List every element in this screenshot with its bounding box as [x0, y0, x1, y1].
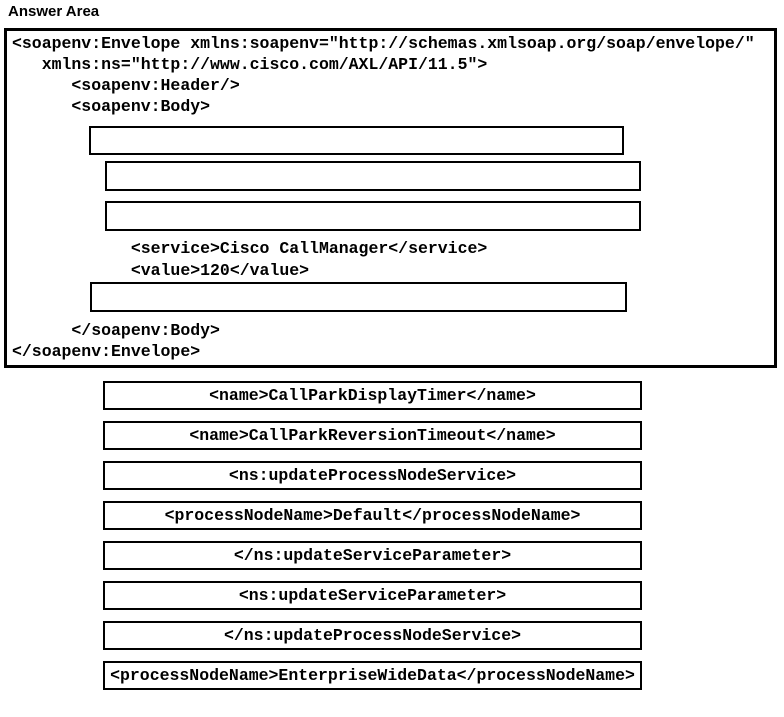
drag-options-list [103, 381, 642, 701]
code-line-body-close: </soapenv:Body> [12, 321, 220, 340]
drag-option-3[interactable]: <ns:updateProcessNodeService> [103, 461, 642, 490]
code-line-value: <value>120</value> [12, 261, 310, 280]
drag-option-5[interactable]: </ns:updateServiceParameter> [103, 541, 642, 570]
code-line-body-open: <soapenv:Body> [12, 97, 211, 116]
drag-option-7[interactable]: </ns:updateProcessNodeService> [103, 621, 642, 650]
drag-option-1[interactable]: <name>CallParkDisplayTimer</name> [103, 381, 642, 410]
drop-slot-1[interactable] [89, 126, 624, 155]
drop-slot-2[interactable] [105, 161, 641, 191]
code-line-header: <soapenv:Header/> [12, 76, 240, 95]
drag-option-2[interactable]: <name>CallParkReversionTimeout</name> [103, 421, 642, 450]
drop-slot-4[interactable] [90, 282, 627, 312]
answer-area-title: Answer Area [8, 3, 100, 20]
drag-option-4[interactable]: <processNodeName>Default</processNodeName> [103, 501, 642, 530]
code-line-xmlns-ns: xmlns:ns=″http://www.cisco.com/AXL/API/11.5″> [12, 55, 488, 74]
drag-option-8[interactable]: <processNodeName>EnterpriseWideData</processNodeName> [103, 661, 642, 690]
code-line-envelope-close: </soapenv:Envelope> [12, 342, 201, 361]
code-line-envelope-open: <soapenv:Envelope xmlns:soapenv=″http://schemas.xmlsoap.org/soap/envelope/″ [12, 34, 755, 53]
code-panel [4, 28, 777, 368]
drop-slot-3[interactable] [105, 201, 641, 231]
drag-option-6[interactable]: <ns:updateServiceParameter> [103, 581, 642, 610]
code-line-service: <service>Cisco CallManager</service> [12, 239, 488, 258]
